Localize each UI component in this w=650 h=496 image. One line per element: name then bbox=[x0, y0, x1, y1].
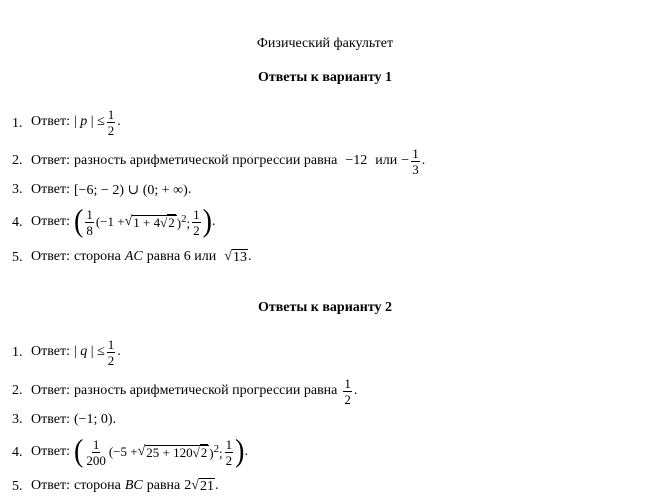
v2-item1-number: 1. bbox=[12, 345, 23, 360]
variant1-heading: Ответы к варианту 1 bbox=[257, 70, 393, 85]
answer-label: Ответ: bbox=[31, 153, 70, 168]
sqrt-symbol: √ 1 + 4√2 bbox=[124, 214, 175, 230]
v2-item4-number: 4. bbox=[12, 445, 23, 460]
v2-item3-answer: Ответ: (−1; 0) . bbox=[31, 412, 117, 427]
answer-label: Ответ: bbox=[31, 249, 70, 264]
v2-item2-text: разность арифметической прогрессии равна bbox=[73, 383, 338, 398]
v2-item2-number: 2. bbox=[12, 383, 23, 398]
v1-item3-answer: Ответ: [−6; − 2) ∪ (0; + ∞) . bbox=[31, 182, 192, 198]
v2-item1-answer: Ответ: | q | ≤ $\frac{1}{2}$ . bbox=[31, 336, 121, 368]
fraction-one-half: $\frac{1}{2}$ bbox=[107, 336, 115, 368]
answer-label: Ответ: bbox=[31, 114, 70, 129]
v1-item3-number: 3. bbox=[12, 182, 23, 197]
answer-label: Ответ: bbox=[31, 383, 70, 398]
sqrt-symbol: √ 13 bbox=[224, 249, 247, 265]
variant2-heading: Ответы к варианту 2 bbox=[257, 300, 393, 315]
fraction-one-third: $\frac{1}{3}$ bbox=[412, 145, 419, 177]
v1-item2-or: или bbox=[375, 153, 398, 168]
side-bc: BC bbox=[124, 478, 143, 493]
v1-item1-number: 1. bbox=[12, 116, 23, 131]
abs-q-expression: | q | ≤ bbox=[73, 344, 105, 359]
v2-item3-expression: (−1; 0) bbox=[73, 412, 113, 427]
answer-label: Ответ: bbox=[31, 182, 70, 197]
answer-label: Ответ: bbox=[31, 214, 70, 229]
answer-label: Ответ: bbox=[31, 412, 70, 427]
v1-item5-number: 5. bbox=[12, 250, 23, 265]
fraction-one-half: $\frac{1}{2}$ bbox=[344, 375, 351, 407]
v2-item3-number: 3. bbox=[12, 412, 23, 427]
v1-item5-answer: Ответ: сторона AC равна 6 или √ 13 . bbox=[31, 249, 252, 265]
v1-item2-answer: Ответ: разность арифметической прогрессии равна −12 или − $\frac{1}{3}$ . bbox=[31, 145, 426, 177]
v1-item2-value: −12 bbox=[345, 153, 368, 168]
v1-item1-answer: Ответ: | p | ≤ $\frac{1}{2}$ . bbox=[31, 106, 121, 138]
v2-item5-answer: Ответ: сторона BC равна 2 √ 21 . bbox=[31, 478, 219, 494]
v1-item2-number: 2. bbox=[12, 153, 23, 168]
faculty-title: Физический факультет bbox=[256, 36, 394, 51]
v2-item4-answer: Ответ: ( $\frac{1}{200}$ (−5 + √ 25 + 120√2 )$^2$; $\frac{1}{2}$ ) . bbox=[31, 433, 248, 470]
v2-item5-number: 5. bbox=[12, 479, 23, 494]
answer-label: Ответ: bbox=[31, 444, 70, 459]
abs-p-expression: | p | ≤ bbox=[73, 114, 105, 129]
v1-item4-number: 4. bbox=[12, 215, 23, 230]
side-ac: AC bbox=[124, 249, 143, 264]
answer-label: Ответ: bbox=[31, 478, 70, 493]
fraction-one-half: $\frac{1}{2}$ bbox=[107, 106, 115, 138]
v1-item4-answer: Ответ: ( $\frac{1}{8}$ (−1 + √ 1 + 4√2 )$^2$; $\frac{1}{2}$ ) . bbox=[31, 203, 216, 240]
v1-item2-text: разность арифметической прогрессии равна bbox=[73, 153, 338, 168]
sqrt-symbol: √ 25 + 120√2 bbox=[137, 444, 208, 460]
v2-item2-answer: Ответ: разность арифметической прогрессии равна $\frac{1}{2}$ . bbox=[31, 375, 358, 407]
answer-label: Ответ: bbox=[31, 344, 70, 359]
v1-item3-expression: [−6; − 2) ∪ (0; + ∞) bbox=[73, 182, 188, 198]
sqrt-symbol: √ 21 bbox=[191, 478, 214, 494]
